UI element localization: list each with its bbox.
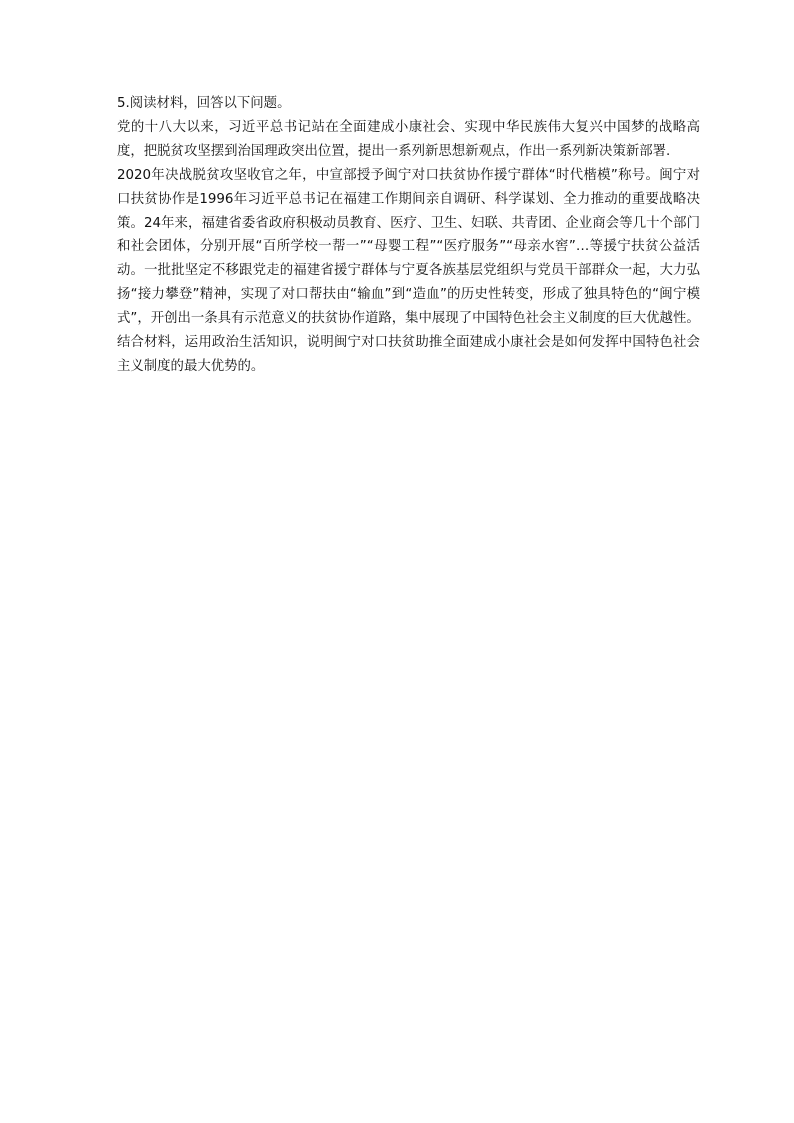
material-paragraph-2: 2020年决战脱贫攻坚收官之年，中宣部授予闽宁对口扶贫协作援宁群体“时代楷模”称号。闽宁对口扶贫协作是1996年习近平总书记在福建工作期间亲自调研、科学谋划、全力推动的重要战略决策。24年来，福建省委省政府积极动员教育、医疗、卫生、妇联、共青团、企业商会等几十个部门和社会团体，分别开展“百所学校一帮一”“母婴工程”“医疗服务”“母亲水窖”…等援宁扶贫公益活动。一批批坚定不移跟党走的福建省援宁群体与宁夏各族基层党组织与党员干部群众一起，大力弘扬“接力攀登”精神，实现了对口帮扶由“输血”到“造血”的历史性转变，形成了独具特色的“闽宁模式”，开创出一条具有示范意义的扶贫协作道路，集中展现了中国特色社会主义制度的巨大优越性。 [117, 167, 700, 327]
material-paragraph-1: 党的十八大以来，习近平总书记站在全面建成小康社会、实现中华民族伟大复兴中国梦的战略高度，把脱贫攻坚摆到治国理政突出位置，提出一系列新思想新观点，作出一系列新决策新部署. [117, 119, 700, 159]
question-prompt: 结合材料，运用政治生活知识，说明闽宁对口扶贫助推全面建成小康社会是如何发挥中国特色社会主义制度的最大优势的。 [117, 335, 700, 374]
question-title: 5.阅读材料，回答以下问题。 [117, 96, 291, 111]
document-page [117, 92, 700, 379]
